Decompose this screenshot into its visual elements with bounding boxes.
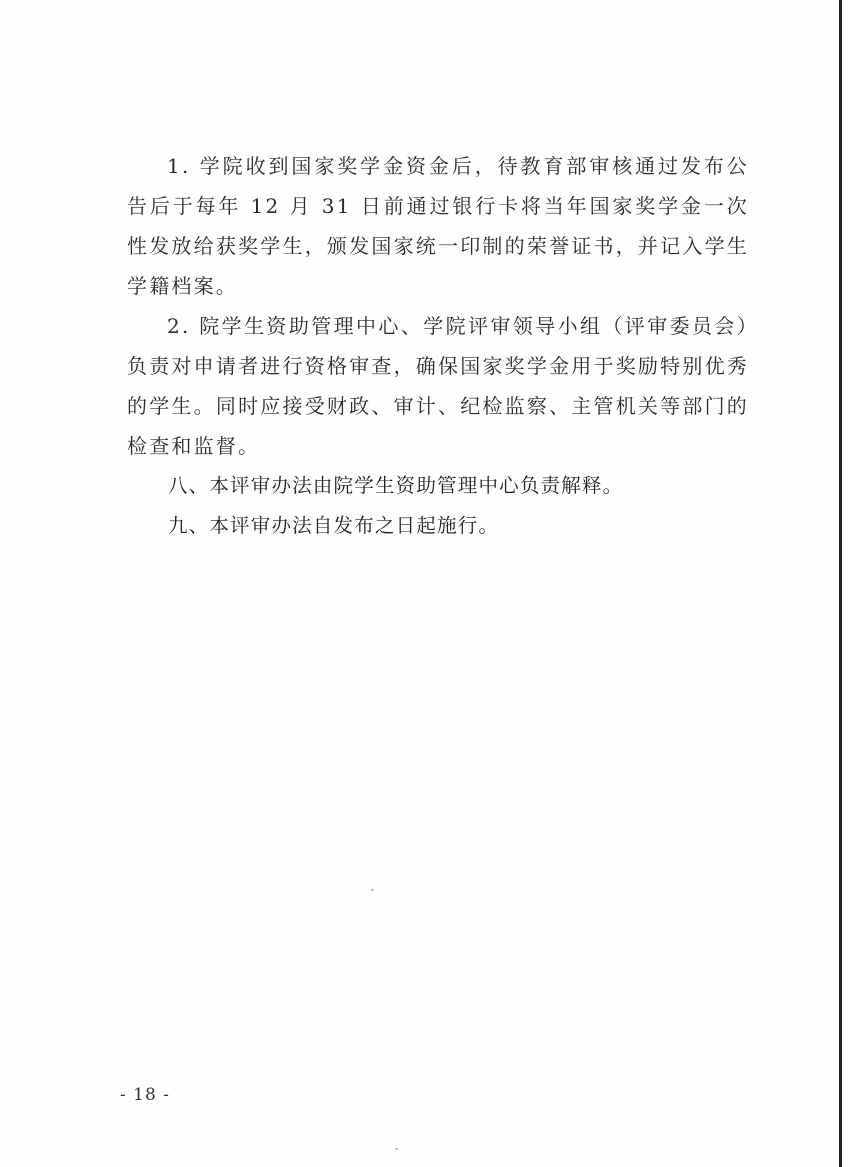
page-number: - 18 - [120, 1085, 170, 1105]
paragraph-item-2: 2. 院学生资助管理中心、学院评审领导小组（评审委员会）负责对申请者进行资格审查，确保国家奖学金用于奖励特别优秀的学生。同时应接受财政、审计、纪检监察、主管机关等部门的检查和监督。 [127, 314, 749, 458]
paragraph-item-1: 1. 学院收到国家奖学金资金后，待教育部审核通过发布公告后于每年 12 月 31 日前通过银行卡将当年国家奖学金一次性发放给获奖学生，颁发国家统一印制的荣誉证书，并记入学生学籍档案。 [127, 154, 749, 298]
scan-speck [371, 889, 374, 891]
section-nine: 九、本评审办法自发布之日起施行。 [167, 514, 500, 537]
section-eight: 八、本评审办法由院学生资助管理中心负责解释。 [167, 474, 624, 497]
document-body [127, 146, 749, 546]
scan-edge-line [839, 0, 842, 1167]
scan-speck [395, 1148, 398, 1150]
